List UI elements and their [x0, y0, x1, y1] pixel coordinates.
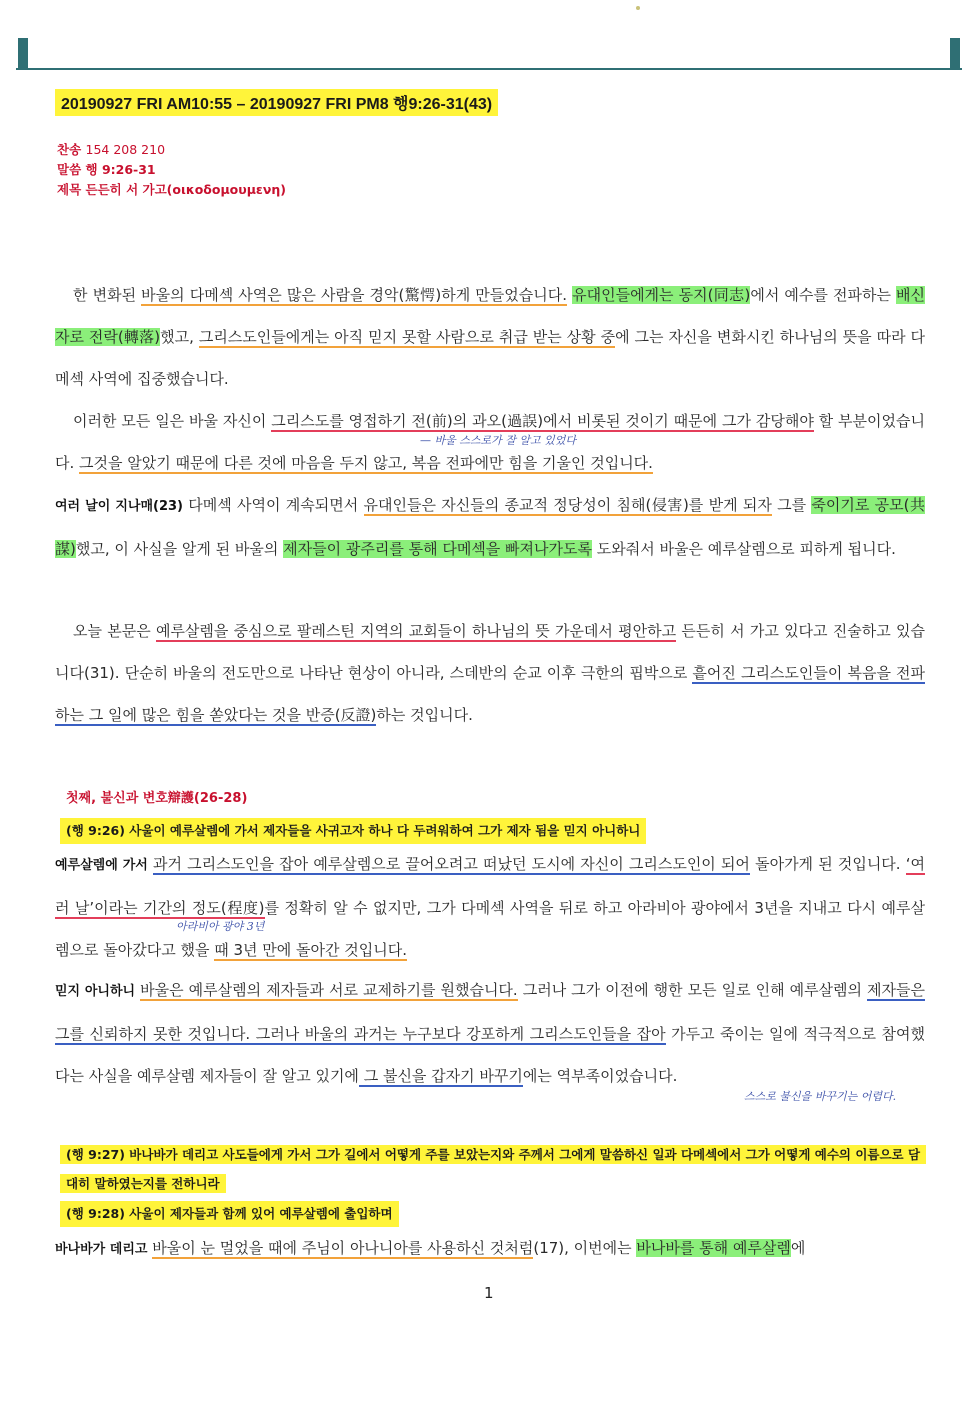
scripture-label: 말씀 행	[57, 162, 98, 177]
text-run: 든든히 서 가고 있다고 진술하고 있습니다(31). 단순히 바울의 전도만으로 나타난 현상이 아니라, 스데반의 순교 이후 극한의 핍박으로	[55, 622, 925, 682]
underlined-phrase: 예루살렘을 중심으로 팔레스틴 지역의 교회들이 하나님의 뜻 가운데서 평안하고	[155, 622, 677, 640]
text-run: 한 변화된	[73, 286, 142, 304]
text-run: 하는 것입니다.	[376, 706, 473, 724]
text-run: 에 그는 자신을 변화시킨 하나님의 뜻을 따라 다메섹 사역에 집중했습니다.	[55, 328, 925, 388]
handwritten-note-2: 아라비아 광야 3년	[176, 920, 265, 933]
underlined-phrase: ‘여러 날’이라는 기간의 정도(程度)	[55, 855, 925, 917]
highlighted-phrase: 유대인들에게는 동지(同志)	[572, 286, 751, 304]
sermon-meta	[57, 140, 286, 200]
text-run: (17), 이번에는	[533, 1239, 637, 1257]
hymn-label: 찬송	[57, 142, 82, 157]
intro-paragraph-4	[55, 610, 925, 736]
scripture-line	[57, 160, 286, 180]
handwritten-note-1: — 바울 스스로가 잘 알고 있었다	[420, 434, 576, 447]
text-run: 다메섹 사역이 계속되면서	[182, 496, 364, 514]
title-label: 제목	[57, 182, 82, 197]
underlined-phrase: 바울은 예루살렘의 제자들과 서로 교제하기를 원했습니다.	[140, 981, 518, 999]
section-title	[66, 787, 247, 806]
hymn-line	[57, 140, 286, 160]
text-run: 이러한 모든 일은 바울 자신이	[73, 412, 272, 430]
hymn-value: 154 208 210	[85, 142, 166, 157]
text-run: 에서 예수를 전파하는	[750, 286, 897, 304]
intro-paragraph-1	[55, 274, 925, 400]
text-run: 그를	[771, 496, 812, 514]
highlighted-phrase: 죽이기로 공모(共謀)	[55, 496, 925, 558]
verse-28-block	[60, 1201, 399, 1227]
verse-26: (행 9:26) 사울이 예루살렘에 가서 제자들을 사귀고자 하나 다 두려워하여 그가 제자 됨을 믿지 아니하니	[60, 818, 646, 844]
text-run: 할 부분이었습니다.	[55, 412, 925, 472]
highlighted-phrase: 제자들이 광주리를 통해 다메섹을 빠져나가도록	[283, 540, 592, 558]
text-run: 오늘 본문은	[73, 622, 156, 640]
handwritten-note-3: 스스로 불신을 바꾸기는 어렵다.	[744, 1090, 897, 1103]
paragraph-lead: 여러 날이 지나매(23)	[55, 499, 183, 514]
paragraph-lead: 바나바가 데리고	[55, 1242, 148, 1257]
section-title-hanja: 辯護	[167, 791, 194, 806]
verse-27-block	[60, 1140, 930, 1198]
paragraph-lead: 믿지 아니하니	[55, 984, 136, 999]
page-number: 1	[484, 1284, 494, 1302]
intro-paragraph-3	[55, 484, 925, 570]
page-corner-mark-right	[950, 38, 960, 70]
underlined-phrase: 그것을 알았기 때문에 다른 것에 마음을 두지 않고, 복음 전파에만 힘을 기울인 것입니다.	[79, 454, 653, 472]
text-run: 도와줘서 바울은 예루살렘으로 피하게 됩니다.	[592, 540, 896, 558]
text-run: 가두고 죽이는 일에 적극적으로 참여했다는 사실을 예루살렘 제자들이 잘 알고 있기에	[55, 1025, 925, 1085]
underlined-phrase: 때 3년 만에 돌아간 것입니다.	[214, 941, 407, 959]
section-title-text: 첫째, 불신과 변호	[66, 791, 168, 806]
text-run: 에	[790, 1239, 806, 1257]
text-run: 했고,	[160, 328, 199, 346]
section1-paragraph-1	[55, 843, 925, 971]
text-run: 돌아가게 된 것입니다.	[749, 855, 906, 873]
text-run: 했고, 이 사실을 알게 된 바울의	[75, 540, 284, 558]
text-run: 를 정확히 알 수 없지만, 그가 다메섹 사역을 뒤로 하고 아라비아 광야에서 3년을 지내고 다시 예루살렘으로 돌아갔다고 했을	[55, 899, 925, 959]
scan-speck	[636, 6, 640, 10]
section1-paragraph-2	[55, 969, 925, 1097]
underlined-phrase: 그리스도를 영접하기 전(前)의 과오(過誤)에서 비롯된 것이기 때문에 그가 감당해야	[271, 412, 814, 430]
underlined-phrase: 바울의 다메섹 사역은 많은 사람을 경악(驚愕)하게 만들었습니다.	[141, 286, 567, 304]
verse-28: (행 9:28) 사울이 제자들과 함께 있어 예루살렘에 출입하며	[60, 1201, 399, 1227]
underlined-phrase: 유대인들은 자신들의 종교적 정당성이 침해(侵害)를 받게 되자	[363, 496, 772, 514]
verse-26-block	[60, 818, 646, 844]
highlighted-phrase: 배신자로 전락(轉落)	[55, 286, 926, 346]
underlined-phrase: 그 불신을 갑자기 바꾸기	[358, 1067, 523, 1085]
underlined-phrase: 제자들은 그를 신뢰하지 못한 것입니다. 그러나 바울의 과거는 누구보다 강포하게 그리스도인들을 잡아	[55, 981, 926, 1043]
underlined-phrase: 바울이 눈 멀었을 때에 주님이 아나니아를 사용하신 것처럼	[152, 1239, 534, 1257]
verse-27: (행 9:27) 바나바가 데리고 사도들에게 가서 그가 길에서 어떻게 주를 보았는지와 주께서 그에게 말씀하신 일과 다메섹에서 그가 어떻게 예수의 이름으로 담대히 말하였는지를 전하니라	[60, 1145, 926, 1193]
section1-paragraph-3	[55, 1227, 925, 1271]
title-value: 든든히 서 가고(οικοδομουμενη)	[85, 182, 286, 197]
underlined-phrase: 그리스도인들에게는 아직 믿지 못할 사람으로 취급 받는 상황 중	[198, 328, 616, 346]
paragraph-lead: 예루살렘에 가서	[55, 858, 148, 873]
section-title-ref: (26-28)	[193, 791, 248, 806]
text-run: 에는 역부족이었습니다.	[522, 1067, 678, 1085]
scripture-value: 9:26-31	[101, 162, 156, 177]
highlighted-phrase: 바나바를 통해 예루살렘	[636, 1239, 791, 1257]
underlined-phrase: 흩어진 그리스도인들이 복음을 전파하는 그 일에 많은 힘을 쏟았다는 것을 반증(反證)	[55, 664, 925, 724]
page-corner-mark-left	[18, 38, 28, 70]
sermon-date-line: 20190927 FRI AM10:55 – 20190927 FRI PM8 행9:26-31(43)	[55, 89, 498, 116]
header-rule	[16, 68, 962, 70]
title-line	[57, 180, 286, 200]
text-run: 그러나 그가 이전에 행한 모든 일로 인해 예루살렘의	[517, 981, 868, 999]
underlined-phrase: 과거 그리스도인을 잡아 예루살렘으로 끌어오려고 떠났던 도시에 자신이 그리스도인이 되어	[152, 855, 750, 873]
